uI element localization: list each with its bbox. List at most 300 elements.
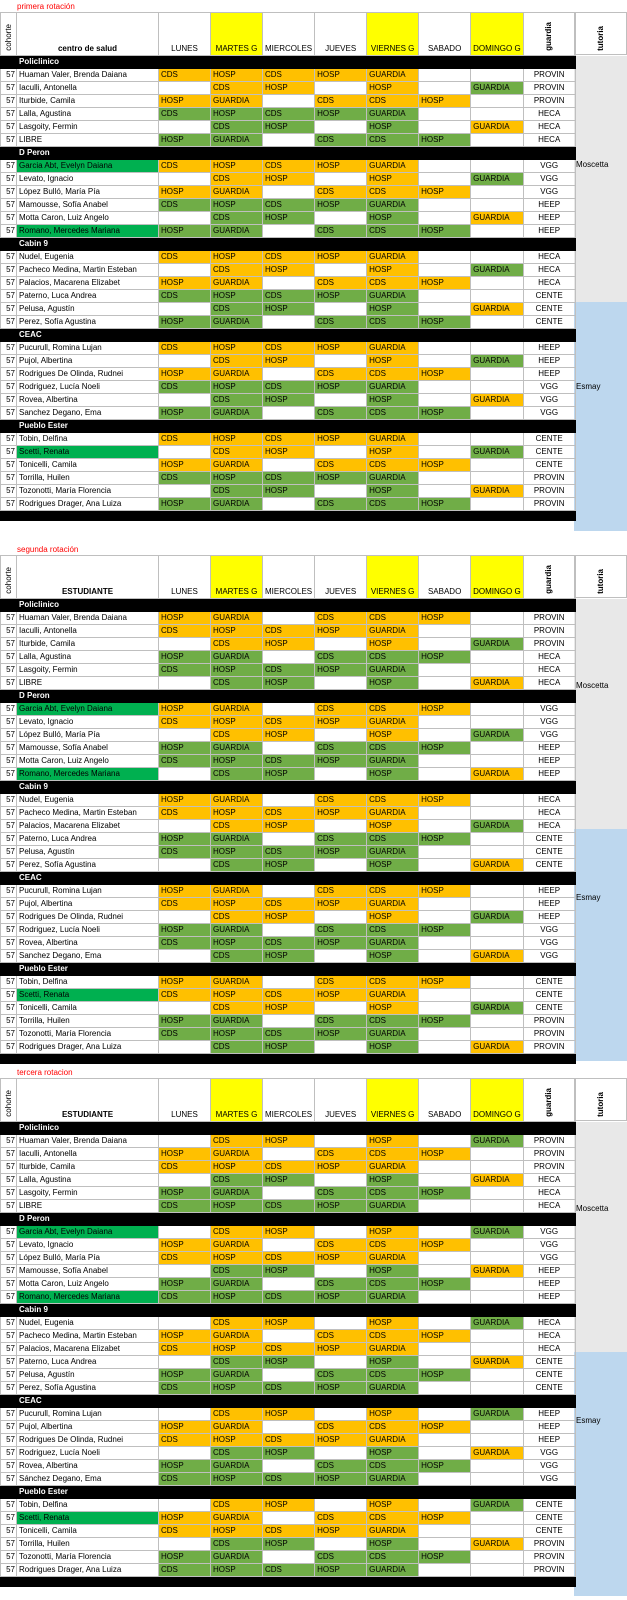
student-row <box>1 407 576 420</box>
cohort-cell: 57 <box>1 846 17 859</box>
shift-cell <box>263 316 315 329</box>
shift-cell: GUARDIA <box>367 1343 419 1356</box>
guard-cell: CENTE <box>523 859 575 872</box>
shift-cell: CDS <box>315 1512 367 1525</box>
guard-cell: HEEP <box>523 885 575 898</box>
shift-cell: HOSP <box>315 664 367 677</box>
group-row <box>1 872 576 885</box>
shift-cell: HOSP <box>263 264 315 277</box>
shift-cell: CDS <box>159 1525 211 1538</box>
shift-cell <box>471 989 524 1002</box>
shift-cell: HOSP <box>263 394 315 407</box>
guard-cell: VGG <box>523 1473 575 1486</box>
shift-cell <box>419 1200 471 1213</box>
shift-cell: CDS <box>159 1434 211 1447</box>
guard-cell: HEEP <box>523 1434 575 1447</box>
shift-cell <box>263 277 315 290</box>
student-row <box>1 1041 576 1054</box>
shift-cell: HOSP <box>211 1473 263 1486</box>
shift-cell: GUARDIA <box>367 937 419 950</box>
shift-cell: HOSP <box>159 1512 211 1525</box>
cohort-cell: 57 <box>1 729 17 742</box>
shift-cell <box>471 664 524 677</box>
shift-cell: HOSP <box>159 1148 211 1161</box>
shift-cell <box>263 186 315 199</box>
shift-cell: CDS <box>211 1408 263 1421</box>
guard-cell: CENTE <box>523 290 575 303</box>
student-row <box>1 677 576 690</box>
shift-cell <box>315 82 367 95</box>
shift-cell: GUARDIA <box>471 1135 524 1148</box>
student-row <box>1 186 576 199</box>
shift-cell <box>471 1551 524 1564</box>
shift-cell: CDS <box>159 1161 211 1174</box>
shift-cell: CDS <box>211 1447 263 1460</box>
shift-cell <box>315 446 367 459</box>
cohort-cell: 57 <box>1 1434 17 1447</box>
shift-cell <box>263 225 315 238</box>
student-name: Rodrigues Drager, Ana Luiza <box>17 498 159 511</box>
student-name: Huaman Valer, Brenda Daiana <box>17 69 159 82</box>
student-row <box>1 316 576 329</box>
shift-cell: CDS <box>211 264 263 277</box>
student-name: Tozonotti, María Florencia <box>17 1028 159 1041</box>
tutor-header: tutoria <box>574 12 627 55</box>
student-name: Romano, Mercedes Mariana <box>17 225 159 238</box>
cohort-cell: 57 <box>1 134 17 147</box>
shift-cell: CDS <box>211 911 263 924</box>
student-name: Pujol, Albertina <box>17 898 159 911</box>
shift-cell: CDS <box>367 134 419 147</box>
cohort-cell: 57 <box>1 69 17 82</box>
shift-cell: HOSP <box>159 833 211 846</box>
shift-cell <box>159 1408 211 1421</box>
student-name: Rodrigues Drager, Ana Luiza <box>17 1564 159 1577</box>
student-row <box>1 199 576 212</box>
cohort-cell: 57 <box>1 1002 17 1015</box>
student-row <box>1 638 576 651</box>
tutor-label: Moscetta <box>576 1204 609 1213</box>
shift-cell: CDS <box>315 742 367 755</box>
guard-cell: VGG <box>523 703 575 716</box>
student-row <box>1 612 576 625</box>
student-name: Perez, Sofía Agustina <box>17 859 159 872</box>
shift-cell <box>159 446 211 459</box>
cohort-cell: 57 <box>1 820 17 833</box>
cohort-cell: 57 <box>1 755 17 768</box>
guard-cell: HECA <box>523 264 575 277</box>
shift-cell: CDS <box>263 1028 315 1041</box>
shift-cell: HOSP <box>211 807 263 820</box>
shift-cell: HOSP <box>263 1499 315 1512</box>
shift-cell <box>419 846 471 859</box>
student-name: Rodriguez, Lucía Noeli <box>17 924 159 937</box>
group-name: D Peron <box>17 1213 576 1226</box>
cohort-cell: 57 <box>1 1382 17 1395</box>
student-row <box>1 1135 576 1148</box>
student-row <box>1 1356 576 1369</box>
shift-cell: HOSP <box>315 290 367 303</box>
shift-cell: HOSP <box>419 1278 471 1291</box>
shift-cell <box>159 1538 211 1551</box>
shift-cell: HOSP <box>367 394 419 407</box>
shift-cell <box>315 1499 367 1512</box>
shift-cell <box>419 937 471 950</box>
guard-cell: PROVIN <box>523 1015 575 1028</box>
shift-cell <box>471 937 524 950</box>
student-name: Paterno, Luca Andrea <box>17 833 159 846</box>
shift-cell: HOSP <box>367 355 419 368</box>
day-header: JUEVES <box>315 13 367 56</box>
shift-cell: HOSP <box>263 1317 315 1330</box>
cohort-cell: 57 <box>1 225 17 238</box>
student-name: Lasgoity, Fermin <box>17 1187 159 1200</box>
guard-cell: CENTE <box>523 833 575 846</box>
shift-cell <box>471 612 524 625</box>
shift-cell <box>159 1317 211 1330</box>
guard-cell: VGG <box>523 1252 575 1265</box>
day-header: VIERNES G <box>367 556 419 599</box>
student-name: López Bulló, María Pía <box>17 1252 159 1265</box>
shift-cell <box>471 1473 524 1486</box>
shift-cell: CDS <box>367 1421 419 1434</box>
guard-cell: HEEP <box>523 898 575 911</box>
shift-cell <box>419 121 471 134</box>
shift-cell: CDS <box>211 121 263 134</box>
shift-cell <box>159 1174 211 1187</box>
shift-cell <box>315 1265 367 1278</box>
student-name: Sánchez Degano, Ema <box>17 1473 159 1486</box>
shift-cell: CDS <box>211 859 263 872</box>
shift-cell: HOSP <box>419 1369 471 1382</box>
guard-cell: CENTE <box>523 459 575 472</box>
shift-cell: GUARDIA <box>367 1291 419 1304</box>
shift-cell: HOSP <box>419 651 471 664</box>
cohort-cell: 57 <box>1 1174 17 1187</box>
shift-cell <box>315 638 367 651</box>
shift-cell <box>263 1278 315 1291</box>
shift-cell <box>471 976 524 989</box>
shift-cell <box>419 807 471 820</box>
student-name: Rodriguez, Lucía Noeli <box>17 1447 159 1460</box>
guard-cell: CENTE <box>523 316 575 329</box>
cohort-cell: 57 <box>1 160 17 173</box>
student-name: Torrilla, Huilen <box>17 472 159 485</box>
shift-cell <box>315 1135 367 1148</box>
cohort-cell: 57 <box>1 199 17 212</box>
student-name: Levato, Ignacio <box>17 173 159 186</box>
group-row <box>1 1122 576 1135</box>
student-row <box>1 729 576 742</box>
student-name: Tozonotti, María Florencia <box>17 1551 159 1564</box>
header-row <box>1 13 576 56</box>
shift-cell: HOSP <box>315 381 367 394</box>
group-name: D Peron <box>17 690 576 703</box>
shift-cell: HOSP <box>263 355 315 368</box>
student-row <box>1 1538 576 1551</box>
shift-cell: GUARDIA <box>367 199 419 212</box>
shift-cell: CDS <box>159 1028 211 1041</box>
student-row <box>1 1434 576 1447</box>
day-header: DOMINGO G <box>471 13 524 56</box>
student-row <box>1 755 576 768</box>
student-name: LIBRE <box>17 677 159 690</box>
cohort-cell: 57 <box>1 651 17 664</box>
shift-cell: CDS <box>367 794 419 807</box>
group-name: Cabin 9 <box>17 781 576 794</box>
shift-cell <box>419 1291 471 1304</box>
shift-cell: CDS <box>367 1239 419 1252</box>
shift-cell: CDS <box>211 1226 263 1239</box>
guard-cell: HEEP <box>523 342 575 355</box>
cohort-cell: 57 <box>1 976 17 989</box>
shift-cell <box>471 846 524 859</box>
shift-cell: GUARDIA <box>211 1187 263 1200</box>
cohort-cell: 57 <box>1 1356 17 1369</box>
cohort-cell: 57 <box>1 1187 17 1200</box>
shift-cell: HOSP <box>315 625 367 638</box>
shift-cell: HOSP <box>315 108 367 121</box>
tutor-label: Esmay <box>576 382 601 391</box>
shift-cell: GUARDIA <box>471 638 524 651</box>
shift-cell: CDS <box>315 1015 367 1028</box>
shift-cell: GUARDIA <box>211 134 263 147</box>
student-row <box>1 1174 576 1187</box>
shift-cell: GUARDIA <box>471 1002 524 1015</box>
shift-cell: GUARDIA <box>211 1421 263 1434</box>
shift-cell: GUARDIA <box>211 186 263 199</box>
shift-cell: CDS <box>211 1356 263 1369</box>
guard-cell: HEEP <box>523 368 575 381</box>
shift-cell: HOSP <box>367 1356 419 1369</box>
shift-cell: CDS <box>315 1148 367 1161</box>
shift-cell <box>419 82 471 95</box>
guard-cell: PROVIN <box>523 1161 575 1174</box>
shift-cell: HOSP <box>315 755 367 768</box>
guard-cell: HEEP <box>523 1408 575 1421</box>
shift-cell: HOSP <box>263 1135 315 1148</box>
shift-cell: HOSP <box>211 1343 263 1356</box>
shift-cell: HOSP <box>159 459 211 472</box>
shift-cell <box>419 342 471 355</box>
shift-cell <box>419 1041 471 1054</box>
shift-cell: HOSP <box>263 1041 315 1054</box>
cohort-header: cohorte <box>1 13 17 56</box>
cohort-cell: 57 <box>1 1148 17 1161</box>
cohort-cell: 57 <box>1 1421 17 1434</box>
cohort-header: cohorte <box>1 556 17 599</box>
shift-cell: CDS <box>263 160 315 173</box>
shift-cell <box>315 911 367 924</box>
shift-cell: CDS <box>263 898 315 911</box>
cohort-cell: 57 <box>1 1538 17 1551</box>
shift-cell: GUARDIA <box>471 173 524 186</box>
guard-cell: HECA <box>523 794 575 807</box>
shift-cell: HOSP <box>367 1174 419 1187</box>
shift-cell: GUARDIA <box>471 1226 524 1239</box>
shift-cell: HOSP <box>315 1473 367 1486</box>
shift-cell: GUARDIA <box>211 976 263 989</box>
guard-cell: HECA <box>523 108 575 121</box>
student-name: Mamousse, Sofía Anabel <box>17 742 159 755</box>
cohort-cell: 57 <box>1 1015 17 1028</box>
shift-cell <box>471 134 524 147</box>
shift-cell <box>471 1187 524 1200</box>
shift-cell: CDS <box>211 1317 263 1330</box>
shift-cell: HOSP <box>419 498 471 511</box>
shift-cell <box>471 1291 524 1304</box>
student-name: Huaman Valer, Brenda Daiana <box>17 1135 159 1148</box>
shift-cell <box>159 638 211 651</box>
shift-cell: CDS <box>159 1291 211 1304</box>
shift-cell: CDS <box>367 1187 419 1200</box>
shift-cell: CDS <box>263 381 315 394</box>
shift-cell <box>263 924 315 937</box>
shift-cell <box>159 1356 211 1369</box>
shift-cell: GUARDIA <box>367 342 419 355</box>
student-row <box>1 303 576 316</box>
group-row <box>1 1395 576 1408</box>
shift-cell: CDS <box>367 277 419 290</box>
shift-cell: GUARDIA <box>471 677 524 690</box>
shift-cell: HOSP <box>263 950 315 963</box>
shift-cell: GUARDIA <box>211 368 263 381</box>
cohort-cell: 57 <box>1 1161 17 1174</box>
shift-cell: CDS <box>263 755 315 768</box>
shift-cell <box>419 1356 471 1369</box>
shift-cell: GUARDIA <box>471 1041 524 1054</box>
shift-cell: GUARDIA <box>367 1525 419 1538</box>
day-header: LUNES <box>159 556 211 599</box>
shift-cell <box>263 1187 315 1200</box>
shift-cell: CDS <box>263 989 315 1002</box>
shift-cell: GUARDIA <box>471 303 524 316</box>
shift-cell: HOSP <box>419 1551 471 1564</box>
student-row <box>1 742 576 755</box>
cohort-cell: 57 <box>1 407 17 420</box>
shift-cell: HOSP <box>211 1200 263 1213</box>
guard-cell: HECA <box>523 121 575 134</box>
shift-cell: HOSP <box>419 277 471 290</box>
guard-cell: HEEP <box>523 199 575 212</box>
cohort-cell: 57 <box>1 459 17 472</box>
shift-cell <box>471 1343 524 1356</box>
shift-cell: HOSP <box>419 1239 471 1252</box>
group-name: Pueblo Ester <box>17 963 576 976</box>
student-row <box>1 160 576 173</box>
shift-cell <box>471 807 524 820</box>
guard-cell: HEEP <box>523 768 575 781</box>
shift-cell: CDS <box>367 1551 419 1564</box>
shift-cell: GUARDIA <box>471 1317 524 1330</box>
shift-cell: CDS <box>315 1278 367 1291</box>
shift-cell: CDS <box>159 433 211 446</box>
student-name: Levato, Ignacio <box>17 1239 159 1252</box>
shift-cell: HOSP <box>211 1525 263 1538</box>
group-row <box>1 599 576 612</box>
shift-cell: HOSP <box>159 134 211 147</box>
tutor-band-grey <box>574 56 627 302</box>
shift-cell: GUARDIA <box>471 121 524 134</box>
shift-cell <box>419 251 471 264</box>
tutor-label: Esmay <box>576 893 601 902</box>
student-name: Palacios, Macarena Elizabet <box>17 277 159 290</box>
shift-cell: HOSP <box>315 989 367 1002</box>
shift-cell <box>471 459 524 472</box>
shift-cell: CDS <box>367 976 419 989</box>
shift-cell: GUARDIA <box>211 316 263 329</box>
shift-cell <box>419 1002 471 1015</box>
student-row <box>1 225 576 238</box>
shift-cell: GUARDIA <box>211 1460 263 1473</box>
shift-cell <box>471 755 524 768</box>
shift-cell: HOSP <box>419 1421 471 1434</box>
shift-cell: CDS <box>159 846 211 859</box>
shift-cell <box>419 264 471 277</box>
shift-cell: CDS <box>263 433 315 446</box>
shift-cell: HOSP <box>211 108 263 121</box>
shift-cell: HOSP <box>419 95 471 108</box>
shift-cell: CDS <box>367 612 419 625</box>
day-header: MARTES G <box>211 13 263 56</box>
shift-cell: HOSP <box>367 121 419 134</box>
cohort-cell: 57 <box>1 794 17 807</box>
shift-cell: HOSP <box>367 950 419 963</box>
cohort-cell: 57 <box>1 277 17 290</box>
cohort-cell: 57 <box>1 625 17 638</box>
student-name: Rodriguez, Lucía Noeli <box>17 381 159 394</box>
shift-cell: CDS <box>263 199 315 212</box>
shift-cell: CDS <box>159 472 211 485</box>
guard-cell: CENTE <box>523 1525 575 1538</box>
cohort-cell: 57 <box>1 898 17 911</box>
shift-cell <box>471 1200 524 1213</box>
shift-cell <box>471 651 524 664</box>
shift-cell: GUARDIA <box>211 1015 263 1028</box>
student-row <box>1 807 576 820</box>
shift-cell: GUARDIA <box>367 1028 419 1041</box>
shift-cell <box>315 485 367 498</box>
student-name: Rodrigues De Olinda, Rudnei <box>17 1434 159 1447</box>
tutor-band-blue <box>574 829 627 1061</box>
group-name: Cabin 9 <box>17 238 576 251</box>
shift-cell <box>419 199 471 212</box>
cohort-cell: 57 <box>1 290 17 303</box>
student-row <box>1 1148 576 1161</box>
shift-cell: HOSP <box>211 664 263 677</box>
student-name: Pacheco Medina, Martin Esteban <box>17 264 159 277</box>
shift-cell: CDS <box>211 1538 263 1551</box>
shift-cell <box>263 1015 315 1028</box>
shift-cell <box>159 121 211 134</box>
shift-cell <box>419 355 471 368</box>
tutor-label: Moscetta <box>576 160 609 169</box>
shift-cell: CDS <box>315 134 367 147</box>
guard-cell: VGG <box>523 1226 575 1239</box>
cohort-cell: 57 <box>1 1408 17 1421</box>
student-row <box>1 1460 576 1473</box>
shift-cell <box>471 742 524 755</box>
shift-cell <box>419 212 471 225</box>
shift-cell <box>419 989 471 1002</box>
student-name: Scetti, Renata <box>17 1512 159 1525</box>
student-name: Iaculli, Antonella <box>17 1148 159 1161</box>
shift-cell <box>471 625 524 638</box>
shift-cell: CDS <box>367 95 419 108</box>
shift-cell <box>315 355 367 368</box>
shift-cell: CDS <box>211 303 263 316</box>
shift-cell: GUARDIA <box>211 1512 263 1525</box>
